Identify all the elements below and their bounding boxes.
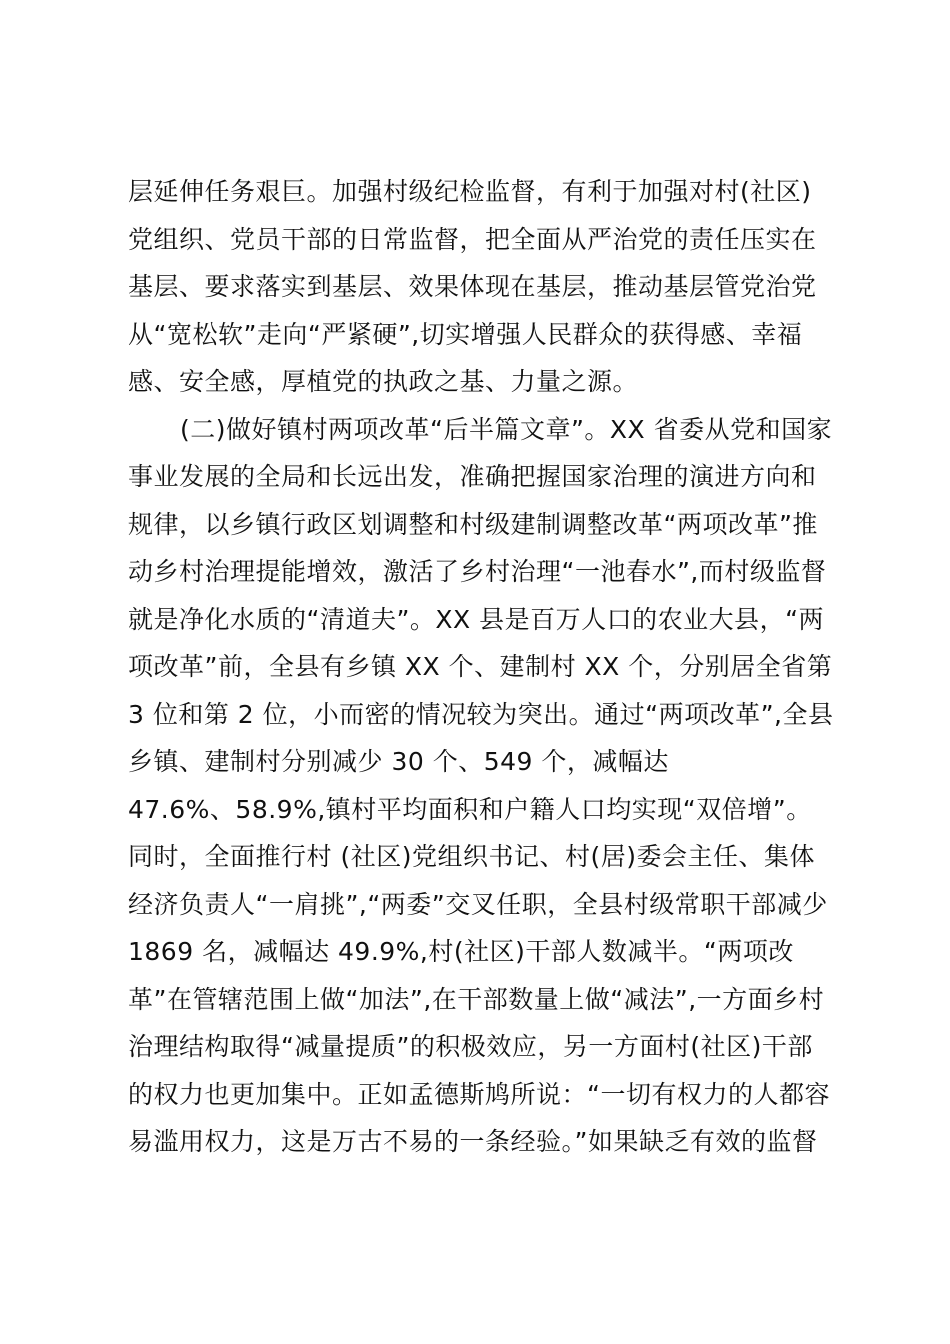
text-line: 乡镇、建制村分别减少 30 个、549 个，减幅达 [128, 747, 669, 776]
text-line: 规律，以乡镇行政区划调整和村级建制调整改革“两项改革”推 [128, 510, 818, 539]
text-line: 1869 名，减幅达 49.9%,村(社区)干部人数减半。“两项改 [128, 937, 794, 966]
text-line: 同时，全面推行村 (社区)党组织书记、村(居)委会主任、集体 [128, 842, 815, 871]
text-line: 3 位和第 2 位，小而密的情况较为突出。通过“两项改革”,全县 [128, 700, 834, 729]
text-line: 经济负责人“一肩挑”,“两委”交叉任职，全县村级常职干部减少 [128, 890, 828, 919]
section-heading-line: (二)做好镇村两项改革“后半篇文章”。XX 省委从党和国家 [180, 415, 833, 444]
text-line: 47.6%、58.9%,镇村平均面积和户籍人口均实现“双倍增”。 [128, 795, 812, 824]
text-line: 基层、要求落实到基层、效果体现在基层，推动基层管党治党 [128, 272, 817, 301]
text-line: 就是净化水质的“清道夫”。XX 县是百万人口的农业大县，“两 [128, 605, 825, 634]
text-line: 党组织、党员干部的日常监督，把全面从严治党的责任压实在 [128, 225, 817, 254]
text-line: 治理结构取得“减量提质”的积极效应，另一方面村(社区)干部 [128, 1032, 813, 1061]
text-line: 动乡村治理提能增效，激活了乡村治理“一池春水”,而村级监督 [128, 557, 827, 586]
text-line: 革”在管辖范围上做“加法”,在干部数量上做“减法”,一方面乡村 [128, 985, 825, 1014]
text-line: 的权力也更加集中。正如孟德斯鸠所说：“一切有权力的人都容 [128, 1080, 830, 1109]
text-line: 感、安全感，厚植党的执政之基、力量之源。 [128, 367, 639, 396]
text-line: 易滥用权力，这是万古不易的一条经验。”如果缺乏有效的监督 [128, 1127, 818, 1156]
text-line: 事业发展的全局和长远出发，准确把握国家治理的演进方向和 [128, 462, 817, 491]
text-line: 层延伸任务艰巨。加强村级纪检监督，有利于加强对村(社区) [128, 177, 812, 206]
text-line: 项改革”前，全县有乡镇 XX 个、建制村 XX 个，分别居全省第 [128, 652, 833, 681]
text-line: 从“宽松软”走向“严紧硬”,切实增强人民群众的获得感、幸福 [128, 320, 803, 349]
